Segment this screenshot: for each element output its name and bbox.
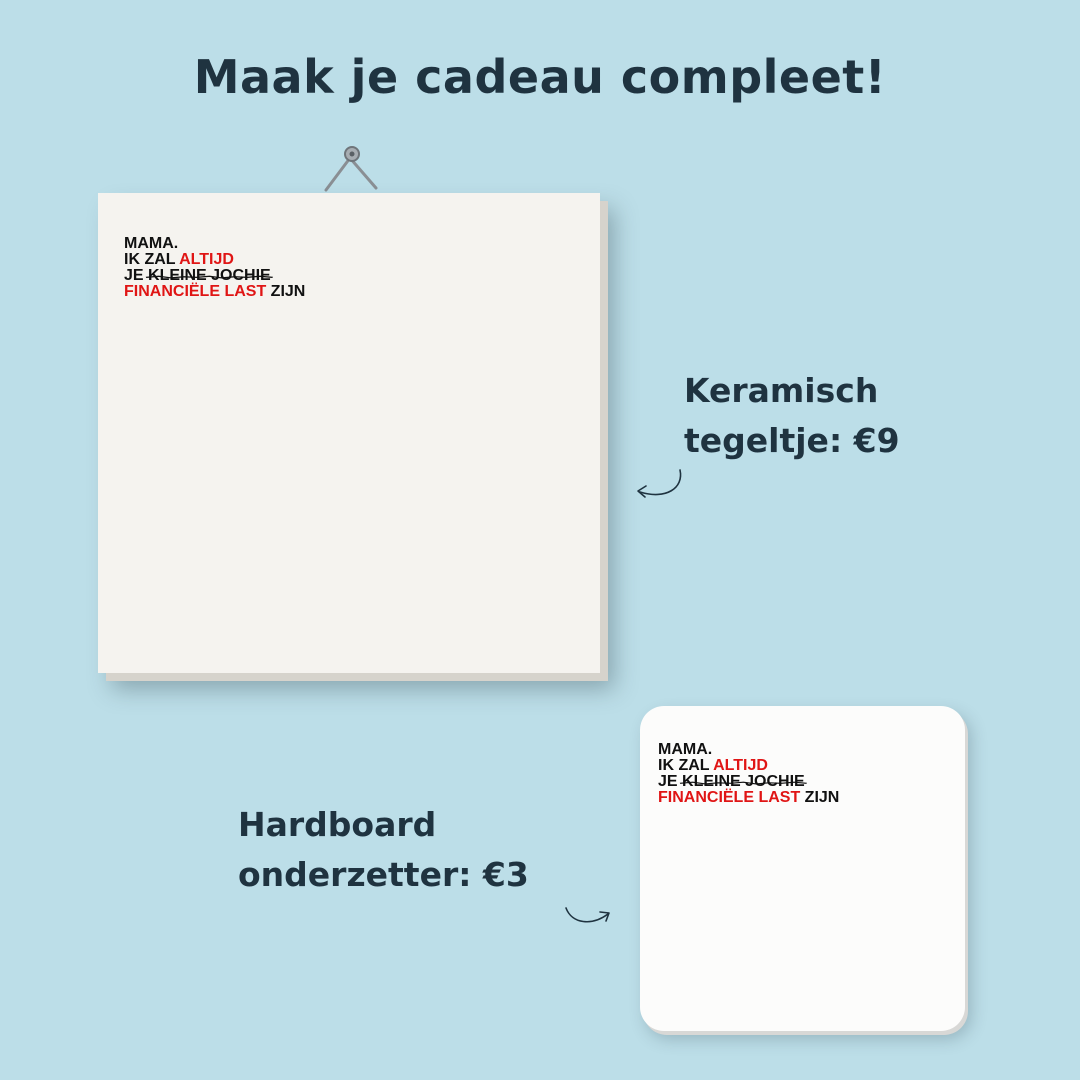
quote-line-last: FINANCIËLE LAST ZIJN [124, 283, 306, 300]
quote-line-jochie: JE KLEINE JOCHIE [124, 267, 271, 284]
scribble-strike-icon [146, 274, 273, 280]
quote-line-mama: MAMA. [658, 741, 713, 758]
coaster-quote-text [658, 742, 839, 806]
coaster-price-label: Hardboard onderzetter: €3 [238, 805, 529, 894]
tile-price-label: Keramisch tegeltje: €9 [684, 371, 900, 460]
curved-arrow-icon [630, 466, 690, 506]
tile-quote-text [124, 236, 305, 300]
quote-line-mama: MAMA. [124, 235, 179, 252]
quote-line-jochie: JE KLEINE JOCHIE [658, 773, 805, 790]
curved-arrow-icon [562, 900, 616, 930]
strikethrough-text: KLEINE JOCHIE [682, 773, 805, 790]
quote-line-altijd: IK ZAL ALTIJD [658, 757, 768, 774]
strikethrough-text: KLEINE JOCHIE [148, 267, 271, 284]
quote-line-altijd: IK ZAL ALTIJD [124, 251, 234, 268]
scribble-strike-icon [680, 780, 807, 786]
wall-hook-icon [318, 142, 388, 198]
quote-line-last: FINANCIËLE LAST ZIJN [658, 789, 840, 806]
page-title: Maak je cadeau compleet! [193, 50, 887, 104]
